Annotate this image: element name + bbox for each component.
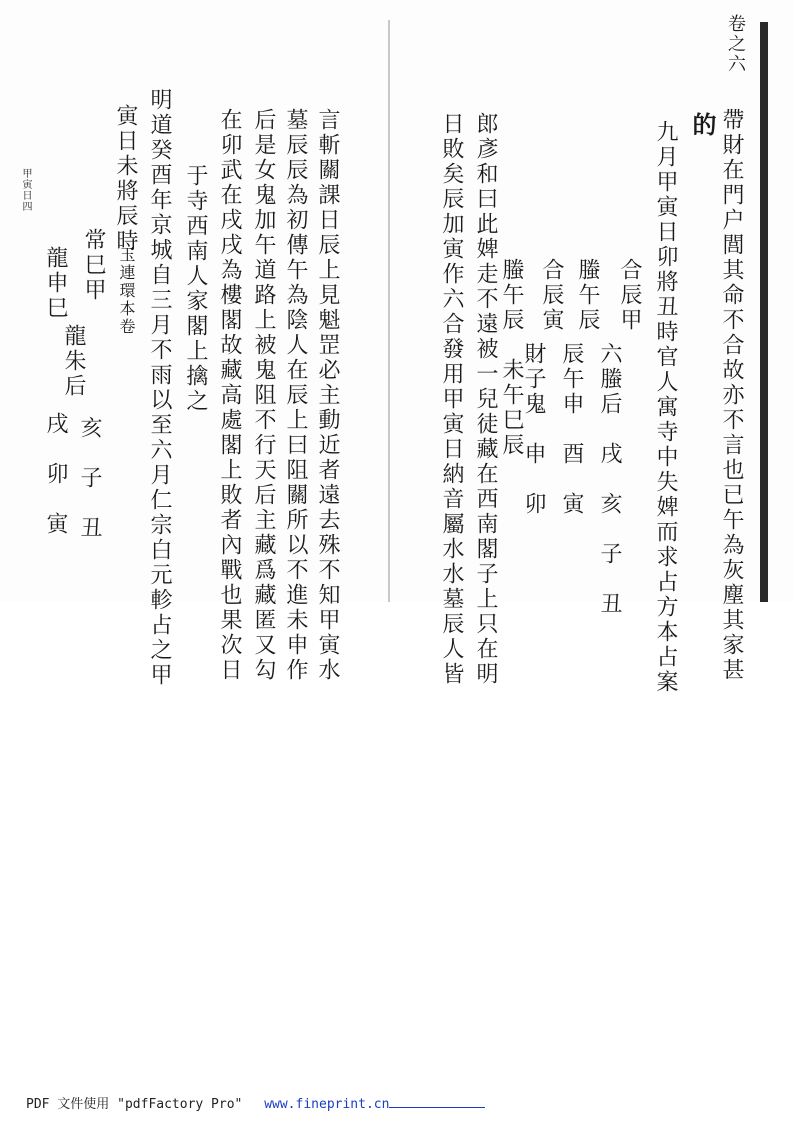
- page-gutter: [388, 20, 390, 602]
- right_page-text-column: 帶財在門户閭其命不合故亦不言也已午為灰塵其家甚: [719, 108, 744, 683]
- right_page-text-column: 辰午申 酉 寅: [559, 342, 584, 517]
- left_page-text-column: 在卯武在戌戌為樓閣故藏高處閣上敗者內戰也果次日: [217, 108, 242, 683]
- left_page-text-column: 于寺西南人家閣上擒之: [183, 164, 208, 414]
- right_page-text-column: 財子鬼 申 卯: [521, 342, 546, 517]
- left_page-text-column: 戌 卯 寅: [43, 412, 68, 537]
- right_page-text-column: 郎彥和曰此婢走不遠被一兒徒藏在西南閣子上只在明: [473, 112, 498, 687]
- link-underline: [389, 1097, 485, 1108]
- footer-label: PDF 文件使用 "pdfFactory Pro": [26, 1097, 243, 1112]
- left_page-text-column: 后是女鬼加午道路上被鬼阻不行天后主藏爲藏匿又勾: [251, 108, 276, 683]
- right_page-text-column: 六螣后 戌 亥 子 丑: [597, 342, 622, 617]
- fineprint-link[interactable]: www.fineprint.cn: [264, 1097, 390, 1112]
- left_page-text-column: 寅日未將辰時: [113, 104, 138, 254]
- book-edge-shadow: [760, 22, 768, 602]
- right_page-text-column: 日敗矣辰加寅作六合發用甲寅日納音屬水水墓辰人皆: [439, 112, 464, 687]
- left_page-text-column: 龍朱后: [61, 324, 86, 399]
- left_page-text-column: 常巳甲: [81, 228, 106, 303]
- left_page-text-column: 甲寅日四: [20, 168, 31, 212]
- right_page-text-column: 合辰寅: [539, 258, 564, 333]
- left_page-text-column: 龍申巳: [43, 246, 68, 321]
- right_page-text-column: 螣午辰: [575, 258, 600, 333]
- left_page-text-column: 墓辰辰為初傳午為陰人在辰上曰阻關所以不進未申作: [283, 108, 308, 683]
- left_page-text-column: 玉連環本卷: [117, 246, 136, 336]
- pdf-footer: [26, 1093, 485, 1112]
- left_page-text-column: 明道癸酉年京城自三月不雨以至六月仁宗白元軫占之甲: [147, 88, 172, 688]
- right_page-text-column: 螣午辰 未午巳辰: [499, 258, 524, 458]
- right_page-text-column: 九月甲寅日卯將丑時官人寓寺中失婢而求占方本占案: [653, 120, 678, 695]
- right_page-text-column: 合辰甲: [617, 258, 642, 333]
- left_page-text-column: 亥 子 丑: [77, 416, 102, 541]
- header-fragment: 卷之六: [725, 14, 746, 74]
- left_page-text-column: 言斬關課日辰上見魁罡必主動近者遠去殊不知甲寅水: [315, 108, 340, 683]
- right_page-text-column: 的: [688, 112, 717, 139]
